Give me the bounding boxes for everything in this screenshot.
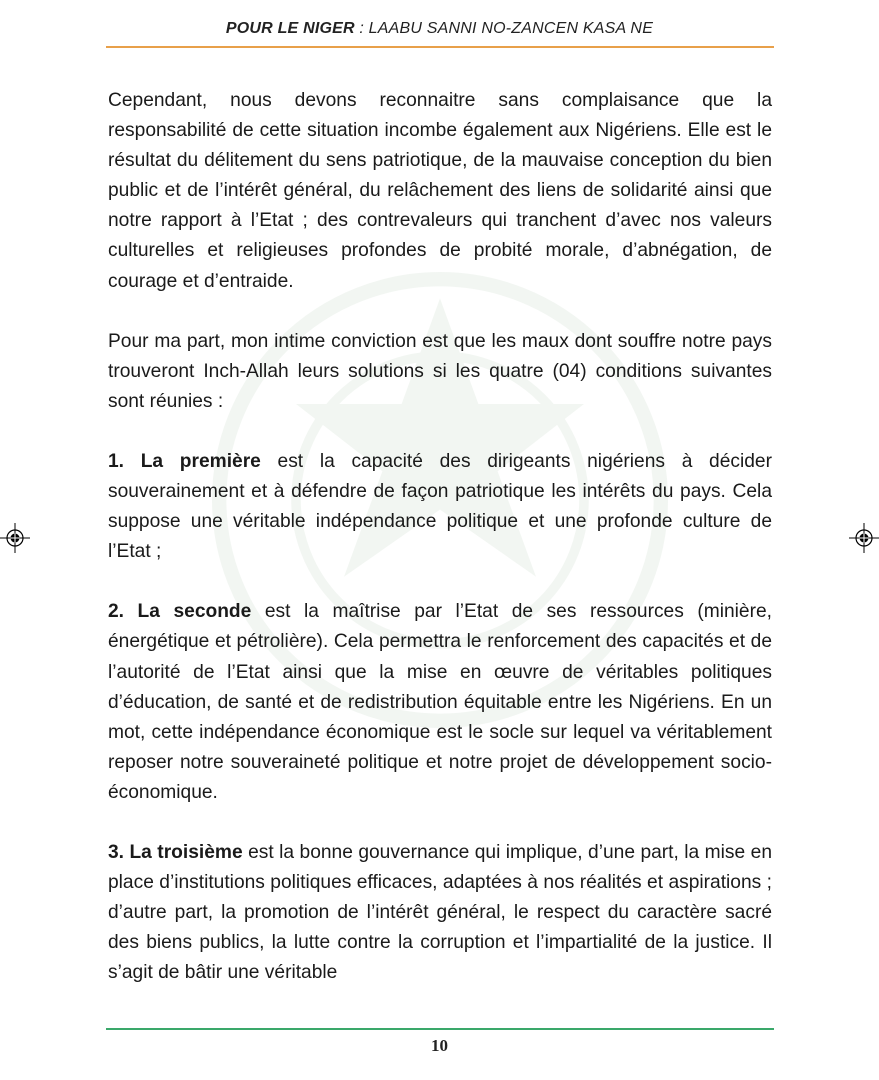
body-text xyxy=(108,86,772,1018)
page-number: 10 xyxy=(431,1036,448,1055)
paragraph xyxy=(108,327,772,417)
footer-divider xyxy=(106,1028,774,1030)
paragraph-text: Pour ma part, mon intime conviction est que les maux dont souffre notre pays trouveront Inch-Allah leurs solutions si les quatre (04) conditions suivantes sont réunies : xyxy=(108,330,772,412)
paragraph xyxy=(108,86,772,297)
condition-text: est la capacité des dirigeants nigériens à décider souverainement et à défendre de façon patriotique les intérêts du pays. Cela suppose une véritable indépendance politique et une profonde culture de l’Etat ; xyxy=(108,450,772,563)
registration-mark-icon xyxy=(0,523,30,553)
list-item-condition-3 xyxy=(108,838,772,988)
header-divider xyxy=(106,46,774,48)
condition-lead: 2. La seconde xyxy=(108,601,252,623)
running-header xyxy=(0,20,879,38)
header-title-rest: : LAABU SANNI NO-ZANCEN KASA NE xyxy=(354,20,654,37)
condition-text: est la maîtrise par l’Etat de ses ressources (minière, énergétique et pétrolière). Cela permettra le renforcement des capacités et de l’autorité de l’Etat ainsi que la mise en œuvre de véritables politiques d’éducation, de santé et de redistribution équitable entre les Nigériens. En un mot, cette indépendance économique est le socle sur lequel va véritablement reposer notre souveraineté politique et notre projet de développement socio-économique. xyxy=(108,601,772,803)
header-title-bold: POUR LE NIGER xyxy=(225,20,355,37)
condition-text: est la bonne gouvernance qui implique, d’une part, la mise en place d’institutions politiques efficaces, adaptées à nos réalités et aspirations ; d’autre part, la promotion de l’intérêt général, le respect du caractère sacré des biens publics, la lutte contre la corruption et l’impartialité de la justice. Il s’agit de bâtir une véritable xyxy=(108,841,772,984)
list-item-condition-1 xyxy=(108,447,772,567)
registration-mark-icon xyxy=(849,523,879,553)
paragraph-text: Cependant, nous devons reconnaitre sans complaisance que la responsabilité de cette situation incombe également aux Nigériens. Elle est le résultat du délitement du sens patriotique, de la mauvaise conception du bien public et de l’intérêt général, du relâchement des liens de solidarité ainsi que notre rapport à l’Etat ; des contrevaleurs qui tranchent d’avec nos valeurs culturelles et religieuses profondes de probité morale, d’abnégation, de courage et d’entraide. xyxy=(108,90,772,292)
list-item-condition-2 xyxy=(108,597,772,808)
condition-lead: 3. La troisième xyxy=(108,841,243,863)
condition-lead: 1. La première xyxy=(108,450,261,472)
